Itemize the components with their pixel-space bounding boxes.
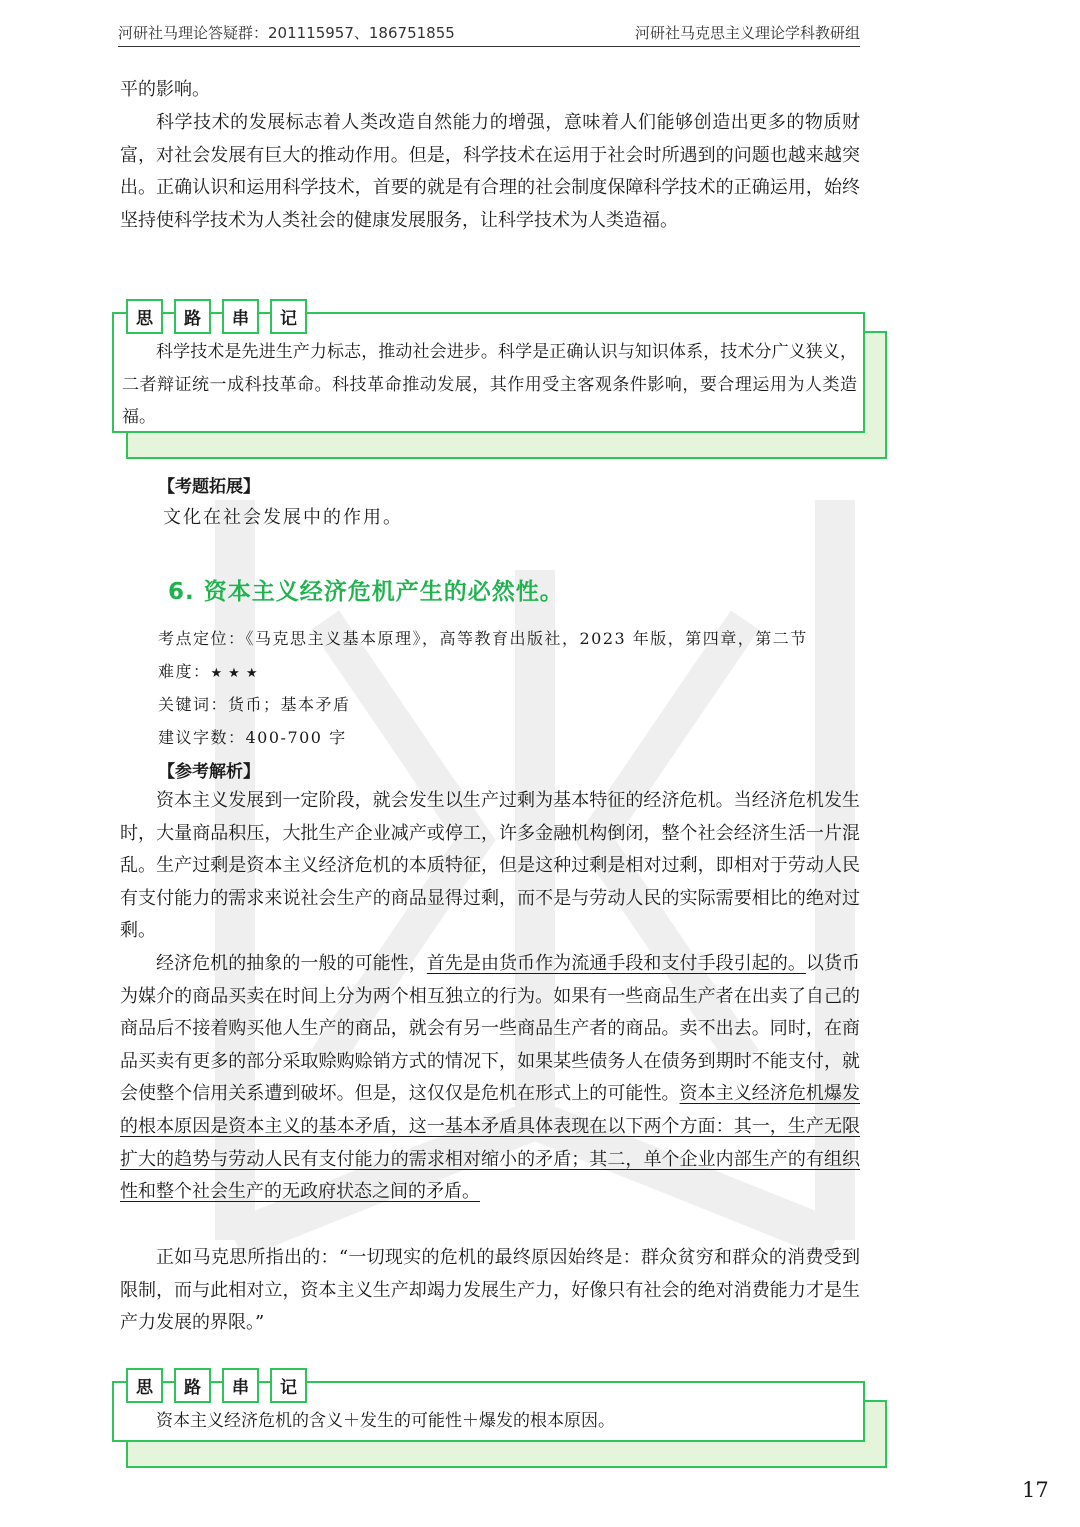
analysis-paragraph-1: 资本主义发展到一定阶段，就会发生以生产过剩为基本特征的经济危机。当经济危机发生时，大量商品积压，大批生产企业减产或停工，许多金融机构倒闭，整个社会经济生活一片混乱。生产过剩是资本主义经济危机的本质特征，但是这种过剩是相对过剩，即相对于劳动人民有支付能力的需求来说社会生产的商品显得过剩，而不是与劳动人民的实际需要相比的绝对过剩。 <box>120 790 860 942</box>
analysis-p2-underline-2: 资本主义经济危机爆发的根本原因是资本主义的基本矛盾，这一基本矛盾具体表现在以下两个方面：其一，生产无限扩大的趋势与劳动人民有支付能力的需求相对缩小的矛盾；其二，单个企业内部生产的有组织性和整个社会生产的无政府状态之间的矛盾。 <box>120 1083 860 1203</box>
summary-tag: 思 <box>126 299 163 334</box>
summary-tag: 记 <box>270 1368 307 1403</box>
page-header <box>118 22 860 46</box>
exam-positioning: 考点定位：《马克思主义基本原理》，高等教育出版社，2023 年版，第四章，第二节 <box>158 629 808 648</box>
header-divider <box>118 46 860 47</box>
section-title: 6. 资本主义经济危机产生的必然性。 <box>168 579 564 605</box>
exam-extension-topic: 文化在社会发展中的作用。 <box>163 507 403 528</box>
analysis-p2-body: 以货币为媒介的商品买卖在时间上分为两个相互独立的行为。如果有一些商品生产者在出卖了自己的商品后不接着购买他人生产的商品，就会有另一些商品生产者的商品。卖不出去。同时，在商品买卖有更多的部分采取赊购赊销方式的情况下，如果某些债务人在债务到期时不能支付，就会使整个信用关系遭到破坏。但是，这仅仅是危机在形式上的可能性。 <box>120 953 861 1105</box>
page-number: 17 <box>1022 1478 1049 1502</box>
summary-box-tags <box>126 299 307 334</box>
summary-tag: 路 <box>174 299 211 334</box>
header-left-text: 河研社马理论答疑群：201115957、186751855 <box>118 24 455 42</box>
analysis-p2-intro: 经济危机的抽象的一般的可能性， <box>156 953 427 974</box>
word-count: 建议字数：400-700 字 <box>158 728 347 747</box>
analysis-paragraph-3: 正如马克思所指出的：“一切现实的危机的最终原因始终是：群众贫穷和群众的消费受到限制，而与此相对立，资本主义生产却竭力发展生产力，好像只有社会的绝对消费能力才是生产力发展的界限。” <box>120 1247 860 1334</box>
difficulty-row <box>158 659 263 682</box>
difficulty-stars: ★★★ <box>210 666 264 681</box>
summary-tag: 思 <box>126 1368 163 1403</box>
summary-tag: 串 <box>222 299 259 334</box>
header-right-text: 河研社马克思主义理论学科教研组 <box>634 24 860 42</box>
keywords: 关键词：货币；基本矛盾 <box>158 695 351 714</box>
summary-box-2 <box>112 1368 887 1468</box>
analysis-paragraph-2 <box>120 948 860 1209</box>
analysis-label: 【参考解析】 <box>158 762 260 782</box>
analysis-p2-underline-1: 首先是由货币作为流通手段和支付手段引起的。 <box>426 953 806 974</box>
summary-box-text: 科学技术是先进生产力标志，推动社会进步。科学是正确认识与知识体系，技术分广义狭义，二者辩证统一成科技革命。科技革命推动发展，其作用受主客观条件影响，要合理运用为人类造福。 <box>122 342 857 427</box>
summary-box-text: 资本主义经济危机的含义＋发生的可能性＋爆发的根本原因。 <box>156 1411 615 1431</box>
difficulty-label: 难度： <box>158 662 211 681</box>
summary-tag: 串 <box>222 1368 259 1403</box>
intro-paragraph-1: 平的影响。 <box>120 79 210 100</box>
intro-paragraph-2: 科学技术的发展标志着人类改造自然能力的增强，意味着人们能够创造出更多的物质财富，对社会发展有巨大的推动作用。但是，科学技术在运用于社会时所遇到的问题也越来越突出。正确认识和运用科学技术，首要的就是有合理的社会制度保障科学技术的正确运用，始终坚持使科学技术为人类社会的健康发展服务，让科学技术为人类造福。 <box>120 112 860 231</box>
summary-box-tags <box>126 1368 307 1403</box>
summary-tag: 路 <box>174 1368 211 1403</box>
summary-tag: 记 <box>270 299 307 334</box>
summary-box-1 <box>112 299 887 459</box>
exam-extension-label: 【考题拓展】 <box>158 477 260 497</box>
